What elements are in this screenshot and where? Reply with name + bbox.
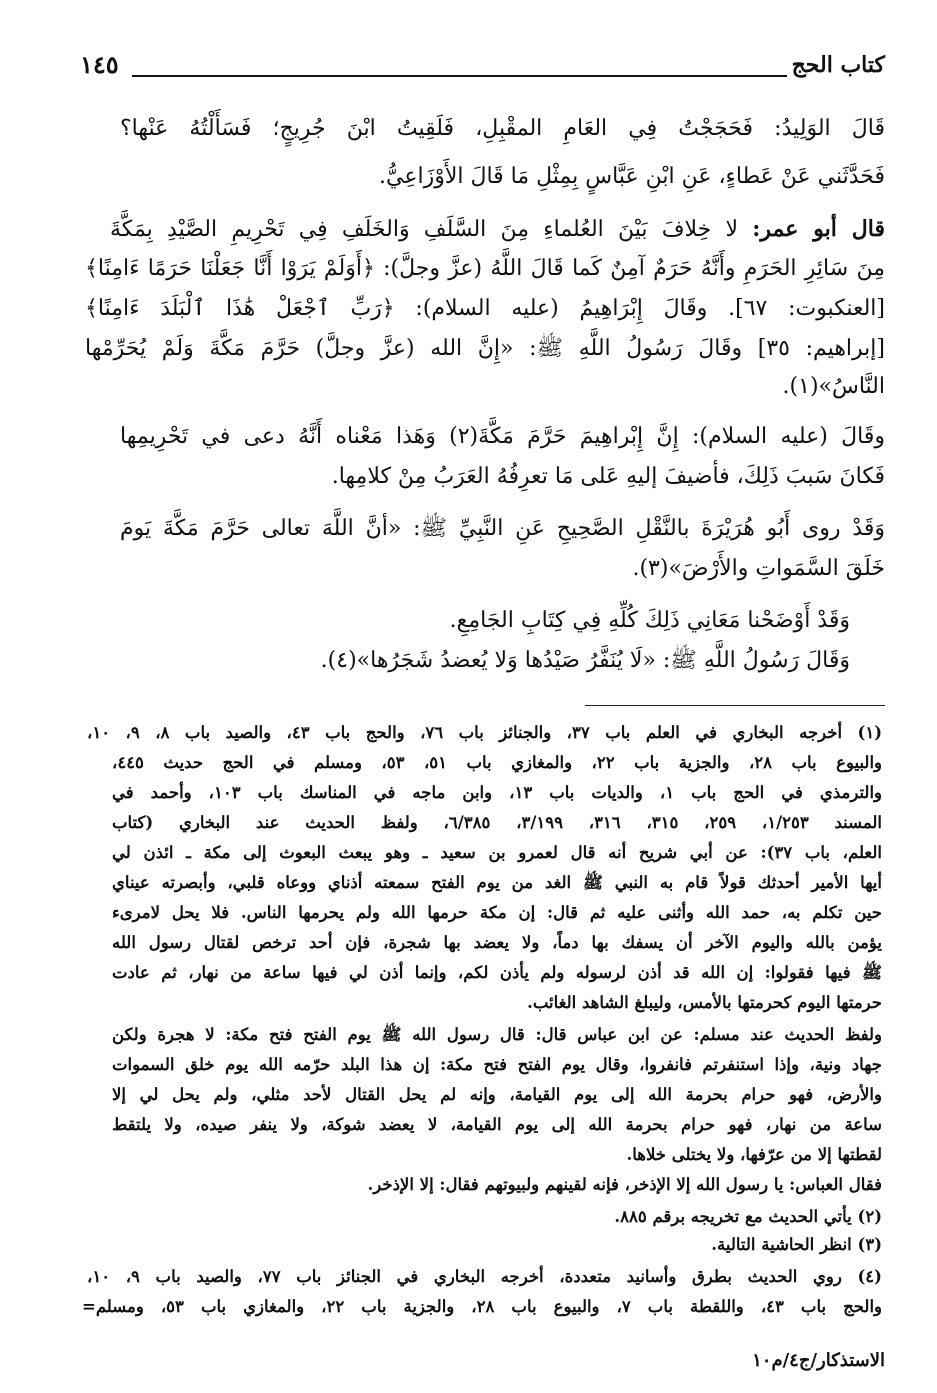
footnote-line: المسند ١/٢٥٣، ٢٥٩، ٣١٥، ٣١٦، ٣/١٩٩، ٦/٣٨٥، ولفظ الحديث عند البخاري (كتاب — [112, 813, 883, 832]
text-line: مِنَ سَائِرِ الحَرَمِ وأَنَّهُ حَرَمٌ آمِنٌ كَما قَالَ اللَّهُ (عزَّ وجلَّ): ﴿أَوَلَمْ يَرَوْا أَنَّا جَعَلْنَا حَرَمًا ءَامِنًا﴾ — [85, 256, 885, 281]
text-line: وَقَدْ روى أَبُو هُرَيْرَةَ بالنَّقْلِ الصَّحِيحِ عَنِ النَّبِيِّ ﷺ: «أنَّ اللَّهَ تعالى حَرَّمَ مَكَّةَ يَومَ — [120, 516, 885, 541]
text-line: وَقَالَ رَسُولُ اللَّهِ ﷺ: «لَا يُنَفَّرُ صَيْدُها وَلا يُعضدُ شَجَرُها»(٤). — [320, 648, 850, 673]
footnote-line: ﷺ فيها فقولوا: إن الله قد أذن لرسوله ولم يأذن لكم، وإنما أذن لي فيها ساعة من نهار، ثم عادت — [112, 963, 882, 982]
text-line: [إبراهيم: ٣٥] وقَالَ رَسُولُ اللَّهِ ﷺ: «إِنَّ الله (عزَّ وجلَّ) حَرَّمَ مَكَّةَ وَلَمْ يُحَرِّمْها — [85, 336, 885, 361]
text-line — [110, 210, 885, 248]
header-rule — [132, 75, 787, 77]
text-line: وقَالَ (عليه السلام): إِنَّ إِبْراهِيمَ حَرَّمَ مَكَّةَ(٢) وَهَذا مَعْناه أَنَّهُ دعى في تَحْرِيمِها — [120, 424, 885, 449]
text-span: لا خِلافَ بَيْنَ العُلماءِ مِنَ السَّلَفِ وَالخَلَفِ فِي تَحْرِيمِ الصَّيْدِ بِمَكَّةَ — [110, 217, 739, 242]
footnote-line: حين تكلم به، حمد الله وأثنى عليه ثم قال: إن مكة حرمها الله ولم يحرمها الناس. فلا يحل لامرىء — [112, 903, 882, 922]
footnote-line: حرمتها اليوم كحرمتها بالأمس، وليبلغ الشاهد الغائب. — [527, 993, 882, 1012]
page-number: ١٤٥ — [80, 50, 119, 79]
footnote-line: (١) أخرجه البخاري في العلم باب ٣٧، والجنائز باب ٧٦، والحج باب ٤٣، والصيد باب ٨، ٩، ١٠، — [87, 723, 883, 742]
footnote-line: والحج باب ٤٣، واللقطة باب ٧، والبيوع باب ٢٨، والجزية باب ٢٢، والمغازي باب ٥٣، ومسلم= — [82, 1297, 883, 1316]
footnote-line: والأرض، فهو حرام بحرمة الله إلى يوم القيامة، وإنه لم يحل القتال لأحد مثلي، ولم يحل لي إلا — [112, 1085, 882, 1104]
footnote-line: جهاد ونية، وإذا استنفرتم فانفروا، وقال يوم الفتح فتح مكة: إن هذا البلد حرّمه الله يوم خلق السموات — [112, 1055, 882, 1074]
footnote-line: والترمذي في الحج باب ١، والديات باب ١٣، وابن ماجه في المناسك باب ١٠٣، وأحمد في — [112, 783, 883, 802]
text-line: وَقَدْ أَوْضَحْنا مَعَانِي ذَلِكَ كُلِّهِ فِي كِتَابِ الجَامِعِ. — [449, 608, 850, 633]
book-title: كتاب الحج — [791, 52, 885, 78]
footnote-line: يؤمن بالله واليوم الآخر أن يسفك بها دماً، ولا يعضد بها شجرة، فإن أحد ترخص لقتال رسول الله — [112, 933, 882, 952]
footnote-line: (٤) روي الحديث بطرق وأسانيد متعددة، أخرجه البخاري في الجنائز باب ٧٧، والصيد باب ٩، ١٠، — [87, 1267, 882, 1286]
footnote-separator — [585, 705, 885, 706]
footnote-line: العلم، باب ٣٧): عن أبي شريح أنه قال لعمرو بن سعيد ـ وهو يبعث البعوث إلى مكة ـ ائذن لي — [112, 843, 883, 862]
text-line: النَّاسُ»(١). — [782, 374, 885, 399]
footnote-line: ولفظ الحديث عند مسلم: عن ابن عباس قال: قال رسول الله ﷺ يوم الفتح فتح مكة: لا هجرة ولكن — [112, 1025, 882, 1044]
footnote-line: أيها الأمير أحدثك قولاً قام به النبي ﷺ الغد من يوم الفتح سمعته أذناي ووعاه قلبي، وأبصرته عيناي — [112, 873, 882, 892]
footnote-line: والبيوع باب ٢٨، والجزية باب ٢٢، والمغازي باب ٥١، ٥٣، ومسلم في الحج حديث ٤٤٥، — [112, 753, 883, 772]
text-line: فَكانَ سَببَ ذَلِكَ، فأضيفَ إليهِ عَلى مَا تعرِفُهُ العَرَبُ مِنْ كلامِها. — [331, 464, 885, 489]
text-line: قَالَ الوَلِيدُ: فَحَجَجْتُ فِي العَامِ المقْبِلِ، فَلَقِيتُ ابْنَ جُرِيجٍ؛ فَسَأَلْتُهُ عَنْها؟ — [120, 116, 885, 141]
text-line: [العنكبوت: ٦٧]. وقَالَ إِبْرَاهِيمُ (عليه السلام): ﴿رَبِّ ٱجْعَلْ هَٰذَا ٱلْبَلَدَ ءَامِنًا﴾ — [85, 296, 885, 321]
footnote-line: فقال العباس: يا رسول الله إلا الإذخر، فإنه لقينهم ولبيوتهم فقال: إلا الإذخر. — [367, 1175, 882, 1194]
footnote-line: ساعة من نهار، فهو حرام بحرمة الله إلى يوم القيامة، لا يعضد شوكة، ولا ينفر صيده، ولا يلتقط — [112, 1115, 882, 1134]
footnote-line: لقطتها إلا من عرّفها، ولا يختلى خلاها. — [626, 1145, 882, 1164]
footnote-line: (٢) يأتي الحديث مع تخريجه برقم ٨٨٥. — [614, 1207, 882, 1226]
footnote-line: (٣) انظر الحاشية التالية. — [711, 1235, 882, 1254]
signature-mark: الاستذكار/ج٤/م١٠ — [752, 1350, 885, 1371]
text-line: فَحَدَّثَني عَنْ عَطاءٍ، عَنِ ابْنِ عَبَّاسٍ بِمِثْلِ مَا قَالَ الأَوْزَاعِيُّ. — [379, 164, 885, 189]
text-line: خَلَقَ السَّمَواتِ والأَرْضَ»(٣). — [632, 556, 885, 581]
speaker-label: قال أبو عمر: — [752, 216, 886, 242]
